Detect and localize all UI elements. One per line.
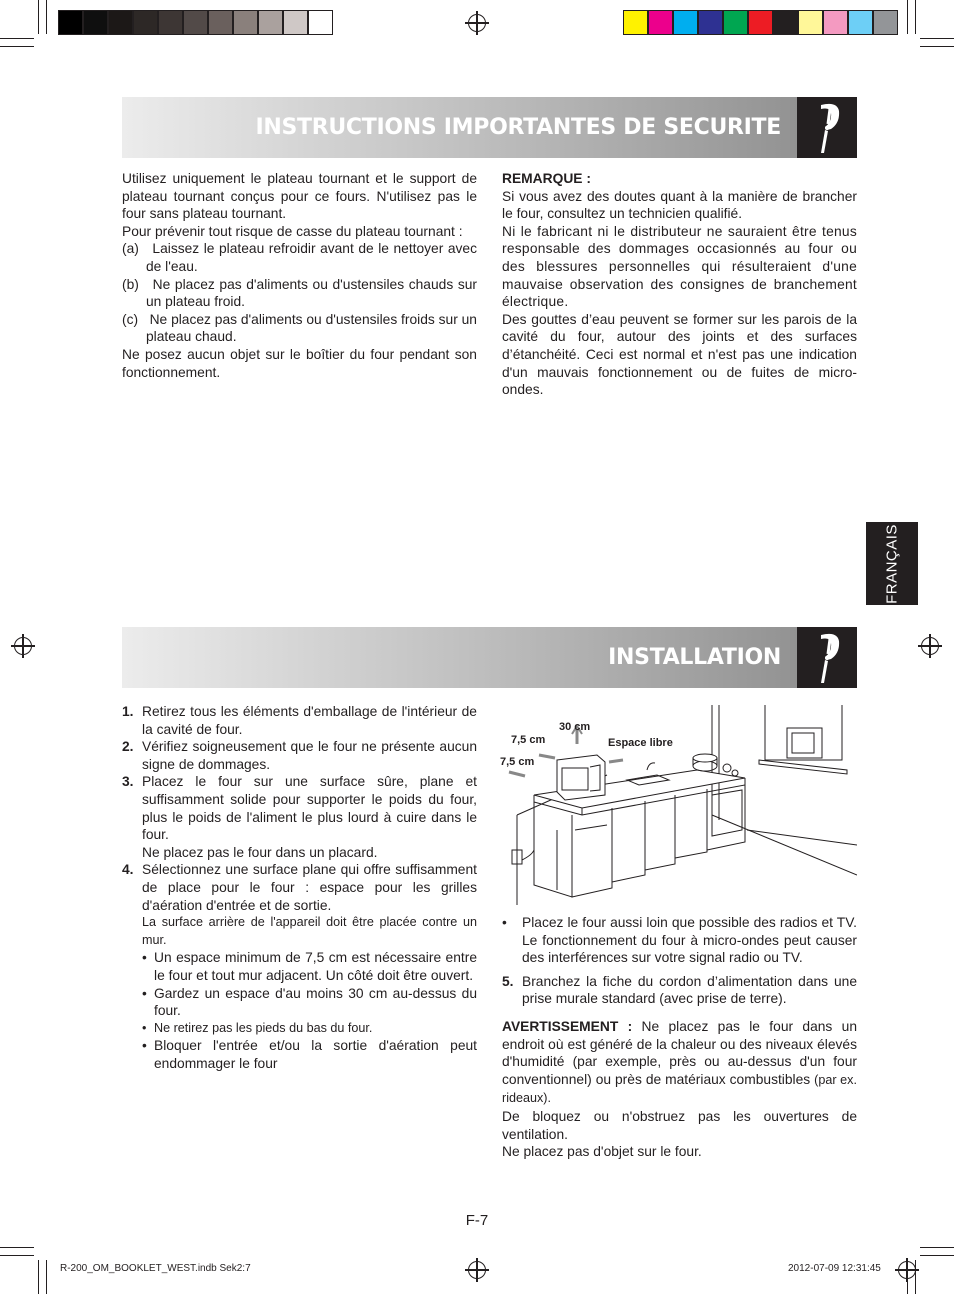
color-swatch: [233, 10, 258, 35]
crop-mark: [907, 0, 908, 34]
label-7-5cm-top: 7,5 cm: [511, 734, 546, 746]
crop-mark: [915, 1260, 916, 1294]
color-swatch: [648, 10, 673, 35]
list-item: (c) Ne placez pas d'aliments ou d'ustensiles froids sur un plateau chaud.: [122, 311, 477, 345]
label-espace-libre: Espace libre: [608, 737, 673, 749]
language-tab: [866, 522, 918, 605]
crop-mark: [0, 1255, 34, 1256]
crop-mark: [0, 1247, 34, 1248]
paragraph: Des gouttes d’eau peuvent se former sur les parois de la cavité du four, autour des joints et des surfaces d’étanchéité. Ceci est normal et n'est pas une indication d'un mauvais fonctionnement ou de fuites de micro-ondes.: [502, 311, 857, 398]
crop-mark: [46, 0, 47, 34]
safety-left-column: [122, 170, 477, 381]
remark-heading: REMARQUE :: [502, 171, 591, 186]
color-swatch: [83, 10, 108, 35]
color-bar: [623, 10, 898, 35]
exclamation-wand-icon: [797, 627, 857, 688]
step-item: 5. Branchez la fiche du cordon d’alimentation dans une prise murale standard (avec prise de terre).: [502, 973, 857, 1007]
crop-mark: [920, 38, 954, 39]
color-swatch: [108, 10, 133, 35]
footer-timestamp: 2012-07-09 12:31:45: [788, 1263, 881, 1274]
label-30cm: 30 cm: [559, 721, 591, 733]
color-swatch: [673, 10, 698, 35]
crop-mark: [915, 0, 916, 34]
installation-right-column: [502, 914, 857, 1161]
kitchen-installation-illustration: [497, 700, 857, 905]
crop-mark: [0, 46, 34, 47]
section-header-safety: [122, 97, 857, 158]
color-swatch: [848, 10, 873, 35]
paragraph: Pour prévenir tout risque de casse du plateau tournant :: [122, 223, 463, 239]
step-item: 4. Sélectionnez une surface plane qui offre suffisamment de place pour le four : espace pour les grilles d'aération d'entrée et de sortie. La surface arrière de l'appareil doit être placée contre un mur. • Un espace minimum de 7,5 cm est nécessaire entre le four et tout mur adjacent. Un côté doit être ouvert. • Gardez un espace d'au moins 30 cm au-dessus du four. • Ne retirez pas les pieds du bas du four. • Bloquer l'entrée et/ou la sortie d'aération peut endommager le four: [122, 861, 477, 1072]
sub-bullet: • Gardez un espace d'au moins 30 cm au-dessus du four.: [142, 985, 477, 1020]
sub-bullet: • Un espace minimum de 7,5 cm est nécessaire entre le four et tout mur adjacent. Un côté doit être ouvert.: [142, 949, 477, 984]
crop-mark: [0, 38, 34, 39]
page-number: F-7: [465, 1212, 489, 1229]
bullet-item: • Placez le four aussi loin que possible des radios et TV. Le fonctionnement du four à micro-ondes peut causer des interférences sur votre signal radio ou TV.: [502, 914, 857, 967]
step-item: 1. Retirez tous les éléments d'emballage de l'intérieur de la cavité de four.: [122, 704, 477, 737]
color-swatch: [58, 10, 83, 35]
crop-mark: [46, 1260, 47, 1294]
label-7-5cm-side: 7,5 cm: [500, 756, 535, 768]
color-swatch: [283, 10, 308, 35]
list-item: (b) Ne placez pas d'aliments ou d'ustensiles chauds sur un plateau froid.: [122, 276, 477, 310]
exclamation-wand-icon: [797, 97, 857, 158]
crop-mark: [920, 1247, 954, 1248]
paragraph: Ni le fabricant ni le distributeur ne sauraient être tenus responsable des dommages occasionnés au four ou des blessures personnelles qui résulteraient d'une mauvaise observation des consignes de branchement électrique.: [502, 223, 857, 310]
step-item: 3. Placez le four sur une surface sûre, plane et suffisamment solide pour supporter le poids du four, plus le poids de l'aliment le plus lourd à cuire dans le four. Ne placez pas le four dans un placard.: [122, 774, 477, 860]
registration-mark-icon: [921, 637, 939, 655]
crop-mark: [920, 46, 954, 47]
paragraph: Ne placez pas d'objet sur le four.: [502, 1144, 702, 1160]
list-item: (a) Laissez le plateau refroidir avant de le nettoyer avec de l'eau.: [122, 241, 477, 274]
section-title: INSTALLATION: [608, 645, 781, 670]
paragraph: Si vous avez des doutes quant à la manière de brancher le four, consultez un technicien qualifié.: [502, 188, 857, 222]
gray-color-bar: [58, 10, 333, 35]
color-swatch: [723, 10, 748, 35]
color-swatch: [873, 10, 898, 35]
registration-mark-icon: [898, 1261, 916, 1279]
color-swatch: [208, 10, 233, 35]
color-swatch: [623, 10, 648, 35]
safety-right-column: [502, 170, 857, 399]
installation-left-column: [122, 703, 477, 1072]
color-swatch: [748, 10, 773, 35]
paragraph: Utilisez uniquement le plateau tournant et le support de plateau tournant conçus pour ce fours. N'utilisez pas le four sans plateau tournant.: [122, 171, 477, 222]
crop-mark: [920, 1255, 954, 1256]
warning-paragraph: AVERTISSEMENT : Ne placez pas le four dans un endroit où est généré de la chaleur ou des niveaux élevés d'humidité (par exemple, près ou au-dessus d'un four conventionnel) ou près de matériaux combustibles (par ex. rideaux).: [502, 1018, 857, 1106]
registration-mark-icon: [14, 637, 32, 655]
color-swatch: [183, 10, 208, 35]
section-title: INSTRUCTIONS IMPORTANTES DE SECURITE: [255, 115, 781, 140]
color-swatch: [308, 10, 333, 35]
registration-mark-icon: [468, 1261, 486, 1279]
crop-mark: [38, 0, 39, 34]
paragraph: De bloquez ou n'obstruez pas les ouvertures de ventilation.: [502, 1108, 857, 1142]
crop-mark: [38, 1260, 39, 1294]
registration-mark-icon: [468, 14, 486, 32]
color-swatch: [798, 10, 823, 35]
color-swatch: [158, 10, 183, 35]
sub-bullet: • Bloquer l'entrée et/ou la sortie d'aération peut endommager le four: [142, 1037, 477, 1072]
color-swatch: [133, 10, 158, 35]
step-note: Ne placez pas le four dans un placard.: [142, 844, 378, 860]
language-tab-label: FRANÇAIS: [883, 523, 901, 604]
color-swatch: [258, 10, 283, 35]
color-swatch: [823, 10, 848, 35]
step-item: 2. Vérifiez soigneusement que le four ne présente aucun signe de dommages.: [122, 739, 477, 772]
color-swatch: [773, 10, 798, 35]
section-header-installation: [122, 627, 857, 688]
step-note: La surface arrière de l'appareil doit être placée contre un mur.: [142, 915, 477, 947]
paragraph: Ne posez aucun objet sur le boîtier du four pendant son fonctionnement.: [122, 346, 477, 380]
sub-bullet: • Ne retirez pas les pieds du bas du four.: [142, 1020, 477, 1038]
color-swatch: [698, 10, 723, 35]
footer-file-info: R-200_OM_BOOKLET_WEST.indb Sek2:7: [60, 1263, 251, 1274]
